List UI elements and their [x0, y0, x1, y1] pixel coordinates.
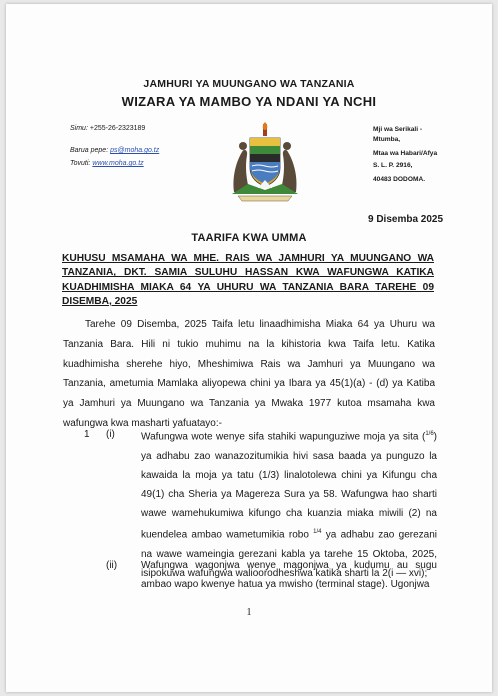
address-line-4: S. L. P. 2916,: [373, 162, 413, 169]
intro-paragraph: [63, 315, 435, 434]
phone-label: Simu:: [70, 125, 88, 132]
document-page: [6, 4, 492, 692]
web-line: [70, 160, 144, 167]
address-line-2: Mtumba,: [373, 136, 401, 143]
republic-heading: JAMHURI YA MUUNGANO WA TANZANIA: [143, 78, 355, 90]
item-roman-ii: (ii): [106, 560, 118, 571]
address-line-5: 40483 DODOMA.: [373, 176, 426, 183]
page-number: 1: [246, 607, 252, 618]
email-label: Barua pepe:: [70, 147, 109, 154]
item-i-text-c: ya adhabu zao gerezani na wawe wameingia gerezani kabla ya tarehe 15 Oktoba, 2025, isipokuwa wafungwa walioorodheshwa katika sharti la 2(i — xvi);: [141, 529, 437, 580]
web-link[interactable]: www.moha.go.tz: [92, 160, 144, 167]
phone-line: [70, 125, 145, 132]
coat-of-arms-emblem: [228, 122, 302, 202]
phone-number: +255-26-2323189: [89, 125, 146, 132]
release-date: 9 Disemba 2025: [368, 214, 444, 225]
item-i-fraction-1: 1/6: [425, 431, 434, 437]
item-i-text-b: ) ya adhabu zao wanazozitumikia hivi sasa baada ya punguzo la kawaida la moja ya tatu (1/3) linalotolewa chini ya Kifungu cha 49(1) cha Sheria ya Magereza Sura ya 58. Wafungwa hao sharti wawe wamehukumiwa kifungo cha kuanzia miaka miwili (2) na kuendelea ambao wametumikia robo: [141, 431, 437, 541]
email-link[interactable]: ps@moha.go.tz: [110, 147, 160, 154]
ministry-heading: WIZARA YA MAMBO YA NDANI YA NCHI: [121, 94, 377, 109]
announcement-headline: KUHUSU MSAMAHA WA MHE. RAIS WA JAMHURI YA MUUNGANO WA TANZANIA, DKT. SAMIA SULUHU HASSAN KWA WAFUNGWA KATIKA KUADHIMISHA MIAKA 64 YA UHURU WA TANZANIA BARA TAREHE 09 DISEMBA, 2025: [62, 253, 434, 307]
intro-text: Tarehe 09 Disemba, 2025 Taifa letu linaadhimisha Miaka 64 ya Uhuru wa Tanzania Bara. Hili ni tukio muhimu na la kihistoria kwa Taifa letu. Katika kuadhimisha sherehe hiyo, Mheshimiwa Rais wa Jamhuri ya Muungano wa Tanzania, ametumia Mamlaka aliyopewa chini ya Ibara ya 45(1)(a) - (d) ya Katiba ya Jamhuri ya Muungano wa Tanzania ya Mwaka 1977 kutoa msamaha kwa wafungwa kwa masharti yafuatayo:-: [63, 319, 435, 429]
item-i-text-a: Wafungwa wote wenye sifa stahiki wapunguziwe moja ya sita (: [141, 431, 426, 443]
address-line-3: Mtaa wa Habari/Afya: [373, 150, 438, 157]
item-number: 1: [84, 429, 90, 440]
subject-heading: TAARIFA KWA UMMA: [191, 232, 307, 244]
item-ii-text: Wafungwa wagonjwa wenye magonjwa ya kudumu au sugu ambao wapo kwenye hatua ya mwisho (terminal stage). Ugonjwa: [141, 560, 437, 591]
web-label: Tovuti:: [70, 160, 91, 167]
item-i-fraction-2: 1/4: [313, 529, 322, 536]
address-line-1: Mji wa Serikali -: [373, 126, 423, 133]
email-line: [70, 147, 159, 154]
item-roman-i: (i): [106, 429, 115, 440]
